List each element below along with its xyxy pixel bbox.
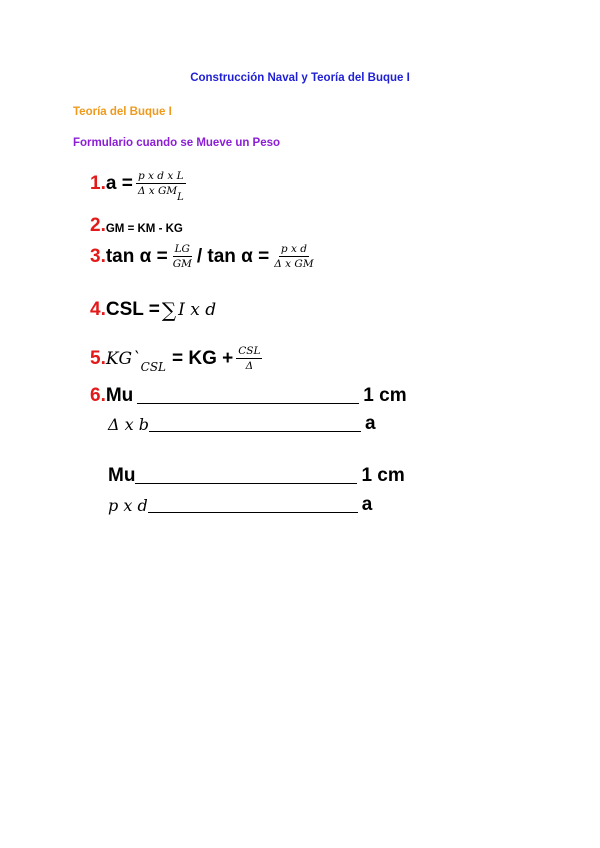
formula-mid: = KG + bbox=[172, 347, 234, 369]
fraction bbox=[272, 243, 315, 270]
formula-2 bbox=[90, 215, 183, 237]
formula-number: 6. bbox=[90, 385, 106, 406]
subscript: L bbox=[177, 192, 184, 204]
formula-6-row-2 bbox=[108, 413, 376, 435]
formula-mid: / tan α = bbox=[196, 245, 270, 267]
fraction bbox=[236, 345, 262, 372]
subtitle: Teoría del Buque I bbox=[73, 106, 172, 118]
denominator: Δ bbox=[245, 360, 254, 373]
formula-1 bbox=[90, 170, 189, 204]
formula-expression: I x d bbox=[178, 300, 217, 320]
fill-line bbox=[137, 389, 359, 404]
formula-lhs: a = bbox=[105, 172, 133, 194]
formula-3 bbox=[90, 243, 319, 270]
subscript: CSL bbox=[140, 359, 167, 374]
formula-6-row-4 bbox=[108, 494, 372, 516]
formula-number: 1. bbox=[90, 172, 106, 194]
formula-number: 4. bbox=[90, 299, 106, 320]
fill-line bbox=[135, 469, 357, 484]
formula-5 bbox=[90, 345, 265, 372]
row-left: Mu bbox=[105, 385, 134, 406]
fraction bbox=[136, 170, 186, 204]
row-right: 1 cm bbox=[363, 385, 407, 406]
denominator bbox=[136, 184, 186, 204]
denominator: Δ x GM bbox=[274, 258, 314, 271]
formula-text: GM = KM - KG bbox=[105, 223, 183, 235]
summation-symbol: ∑ bbox=[161, 298, 177, 322]
row-right: 1 cm bbox=[361, 465, 405, 486]
kg-symbol: KG` bbox=[105, 348, 141, 369]
formula-number: 2. bbox=[90, 215, 106, 236]
denominator-text: Δ x GM bbox=[137, 185, 178, 198]
formula-number: 3. bbox=[90, 245, 106, 267]
row-right: a bbox=[365, 413, 376, 434]
section-heading: Formulario cuando se Mueve un Peso bbox=[73, 137, 281, 149]
numerator: CSL bbox=[236, 345, 262, 359]
numerator: p x d x L bbox=[136, 170, 186, 184]
row-left: Δ x b bbox=[108, 414, 149, 434]
numerator: LG bbox=[173, 243, 192, 257]
document-title: Construcción Naval y Teoría del Buque I bbox=[190, 72, 410, 84]
formula-number: 5. bbox=[90, 347, 106, 369]
formula-6-row-3 bbox=[108, 465, 405, 487]
row-right: a bbox=[361, 494, 373, 515]
row-left: p x d bbox=[108, 495, 148, 515]
fill-line bbox=[148, 498, 358, 513]
formula-6-row-1 bbox=[90, 385, 407, 407]
denominator: GM bbox=[172, 258, 192, 271]
row-left: Mu bbox=[108, 465, 136, 486]
numerator: p x d bbox=[279, 243, 309, 257]
formula-lhs: CSL = bbox=[105, 299, 160, 320]
fill-line bbox=[149, 417, 361, 432]
formula-lhs: tan α = bbox=[105, 245, 168, 267]
formula-4 bbox=[90, 298, 216, 322]
fraction bbox=[171, 243, 194, 270]
